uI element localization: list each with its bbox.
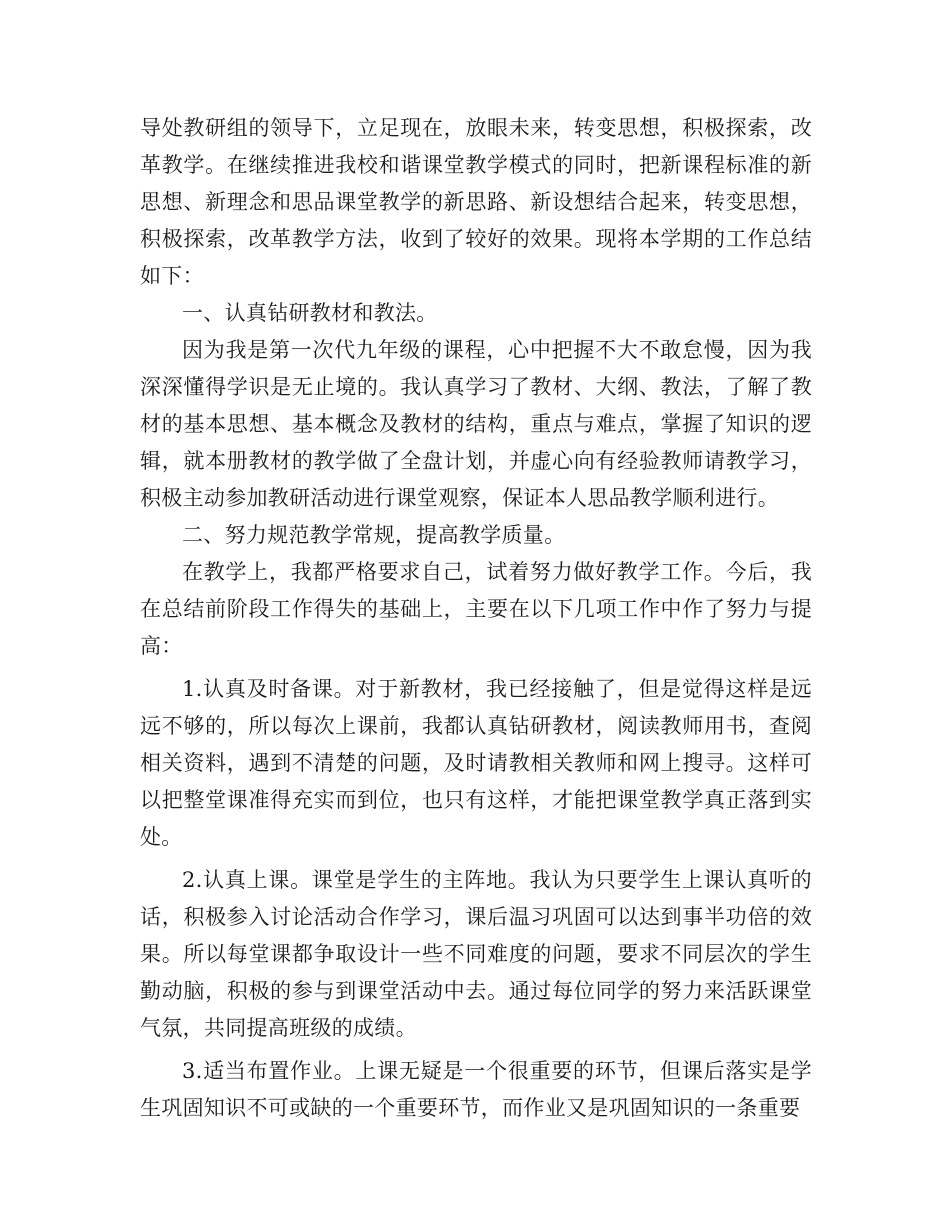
section-heading-1: 一、认真钻研教材和教法。 (182, 301, 438, 325)
body-paragraph: 在教学上，我都严格要求自己，试着努力做好教学工作。今后，我在总结前阶段工作得失的基础上，主要在以下几项工作中作了努力与提高： (140, 560, 812, 658)
document-body (140, 110, 812, 1127)
list-item-2: 2.认真上课。课堂是学生的主阵地。我认为只要学生上课认真听的话，积极参入讨论活动合作学习，课后温习巩固可以达到事半功倍的效果。所以每堂课都争取设计一些不同难度的问题，要求不同层次的学生勤动脑，积极的参与到课堂活动中去。通过每位同学的努力来活跃课堂气氛，共同提高班级的成绩。 (140, 868, 812, 1040)
body-paragraph: 因为我是第一次代九年级的课程，心中把握不大不敢怠慢，因为我深深懂得学识是无止境的。我认真学习了教材、大纲、教法，了解了教材的基本思想、基本概念及教材的结构，重点与难点，掌握了知识的逻辑，就本册教材的教学做了全盘计划，并虚心向有经验教师请教学习，积极主动参加教研活动进行课堂观察，保证本人思品教学顺利进行。 (140, 338, 812, 510)
intro-paragraph: 导处教研组的领导下，立足现在，放眼未来，转变思想，积极探索，改革教学。在继续推进我校和谐课堂教学模式的同时，把新课程标准的新思想、新理念和思品课堂教学的新思路、新设想结合起来，转变思想，积极探索，改革教学方法，收到了较好的效果。现将本学期的工作总结如下： (140, 116, 812, 288)
list-item-3: 3.适当布置作业。上课无疑是一个很重要的环节，但课后落实是学生巩固知识不可或缺的一个重要环节，而作业又是巩固知识的一条重要 (140, 1059, 812, 1120)
list-item-1: 1.认真及时备课。对于新教材，我已经接触了，但是觉得这样是远远不够的，所以每次上课前，我都认真钻研教材，阅读教师用书，查阅相关资料，遇到不清楚的问题，及时请教相关教师和网上搜寻。这样可以把整堂课准得充实而到位，也只有这样，才能把课堂教学真正落到实处。 (140, 677, 812, 849)
section-heading-2: 二、努力规范教学常规，提高教学质量。 (182, 523, 566, 547)
